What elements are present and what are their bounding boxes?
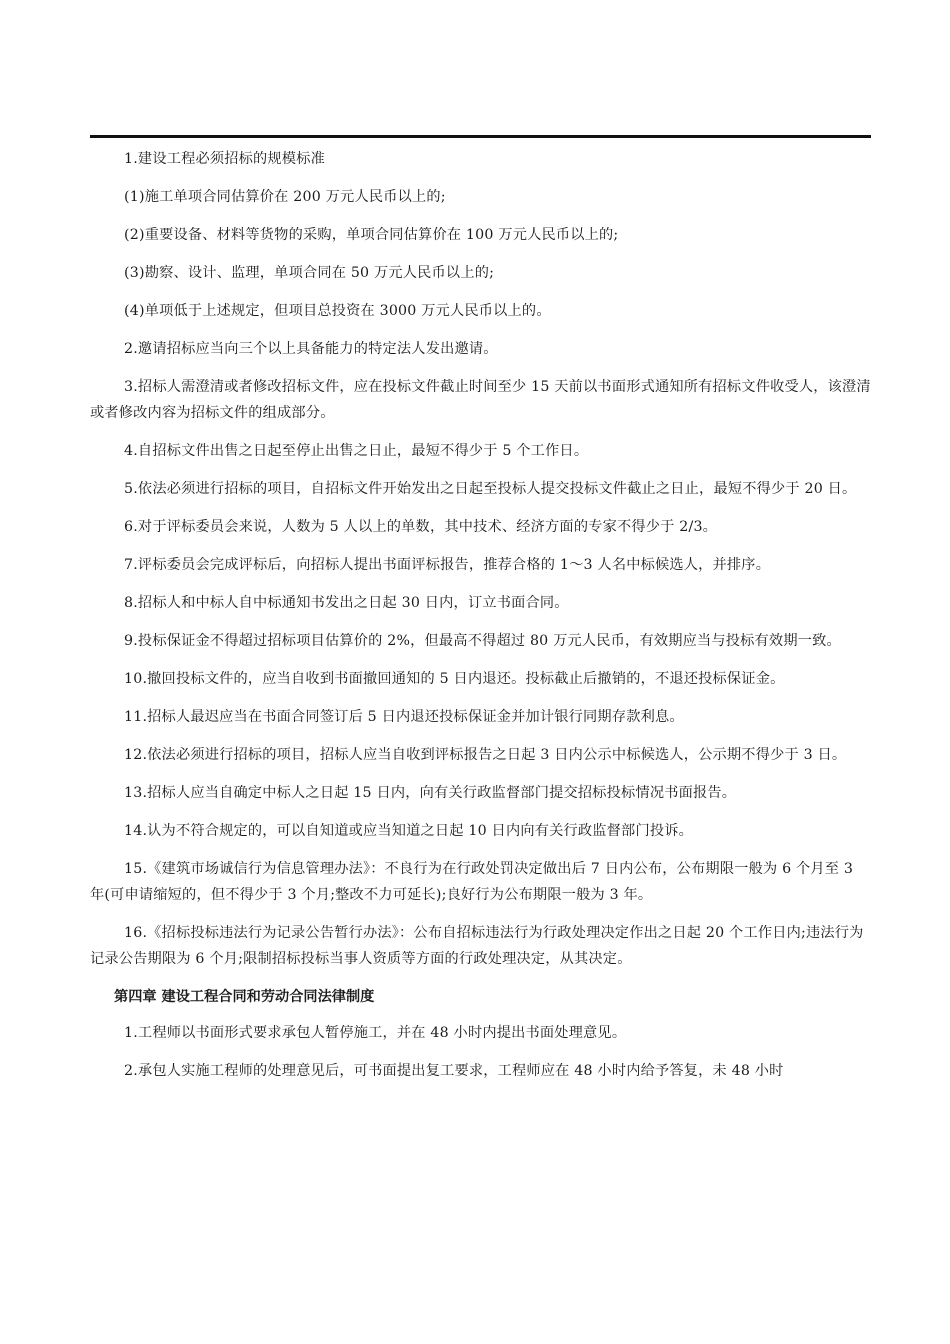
paragraph-13: 13.招标人应当自确定中标人之日起 15 日内，向有关行政监督部门提交招标投标情况书面报告。: [124, 785, 737, 801]
paragraph-2: 2.邀请招标应当向三个以上具备能力的特定法人发出邀请。: [124, 341, 498, 357]
paragraph-14: 14.认为不符合规定的，可以自知道或应当知道之日起 10 日内向有关行政监督部门投诉。: [124, 823, 693, 839]
paragraph-16: 16.《招标投标违法行为记录公告暂行办法》：公布自招标违法行为行政处理决定作出之日起 20 个工作日内;违法行为记录公告期限为 6 个月;限制招标投标当事人资质等方面的行政处理决定，从其决定。: [90, 925, 864, 967]
paragraph-5: 5.依法必须进行招标的项目，自招标文件开始发出之日起至投标人提交投标文件截止之日止，最短不得少于 20 日。: [124, 481, 857, 497]
document-body: [90, 146, 871, 1096]
paragraph-1-3: (3)勘察、设计、监理，单项合同在 50 万元人民币以上的;: [124, 265, 495, 281]
paragraph-1: 1.建设工程必须招标的规模标准: [124, 151, 325, 167]
header-rule: [90, 135, 871, 138]
paragraph-10: 10.撤回投标文件的，应当自收到书面撤回通知的 5 日内退还。投标截止后撤销的，不退还投标保证金。: [124, 671, 785, 687]
paragraph-1-1: (1)施工单项合同估算价在 200 万元人民币以上的;: [124, 189, 446, 205]
paragraph-6: 6.对于评标委员会来说，人数为 5 人以上的单数，其中技术、经济方面的专家不得少于 2/3。: [124, 519, 718, 535]
paragraph-1-2: (2)重要设备、材料等货物的采购，单项合同估算价在 100 万元人民币以上的;: [124, 227, 619, 243]
chapter4-paragraph-2: 2.承包人实施工程师的处理意见后，可书面提出复工要求，工程师应在 48 小时内给予答复，未 48 小时: [124, 1063, 784, 1079]
chapter4-paragraph-1: 1.工程师以书面形式要求承包人暂停施工，并在 48 小时内提出书面处理意见。: [124, 1025, 627, 1041]
paragraph-4: 4.自招标文件出售之日起至停止出售之日止，最短不得少于 5 个工作日。: [124, 443, 589, 459]
paragraph-3: 3.招标人需澄清或者修改招标文件，应在投标文件截止时间至少 15 天前以书面形式通知所有招标文件收受人，该澄清或者修改内容为招标文件的组成部分。: [90, 379, 871, 421]
paragraph-11: 11.招标人最迟应当在书面合同签订后 5 日内退还投标保证金并加计银行同期存款利息。: [124, 709, 684, 725]
paragraph-1-4: (4)单项低于上述规定，但项目总投资在 3000 万元人民币以上的。: [124, 303, 551, 319]
paragraph-12: 12.依法必须进行招标的项目，招标人应当自收到评标报告之日起 3 日内公示中标候选人，公示期不得少于 3 日。: [124, 747, 847, 763]
chapter-heading: 第四章 建设工程合同和劳动合同法律制度: [114, 989, 375, 1005]
paragraph-7: 7.评标委员会完成评标后，向招标人提出书面评标报告，推荐合格的 1～3 人名中标候选人，并排序。: [124, 557, 771, 573]
paragraph-9: 9.投标保证金不得超过招标项目估算价的 2%，但最高不得超过 80 万元人民币，有效期应当与投标有效期一致。: [124, 633, 841, 649]
paragraph-8: 8.招标人和中标人自中标通知书发出之日起 30 日内，订立书面合同。: [124, 595, 569, 611]
paragraph-15: 15.《建筑市场诚信行为信息管理办法》：不良行为在行政处罚决定做出后 7 日内公布，公布期限一般为 6 个月至 3 年(可申请缩短的，但不得少于 3 个月;整改不力可延长);良好行为公布期限一般为 3 年。: [90, 861, 854, 903]
